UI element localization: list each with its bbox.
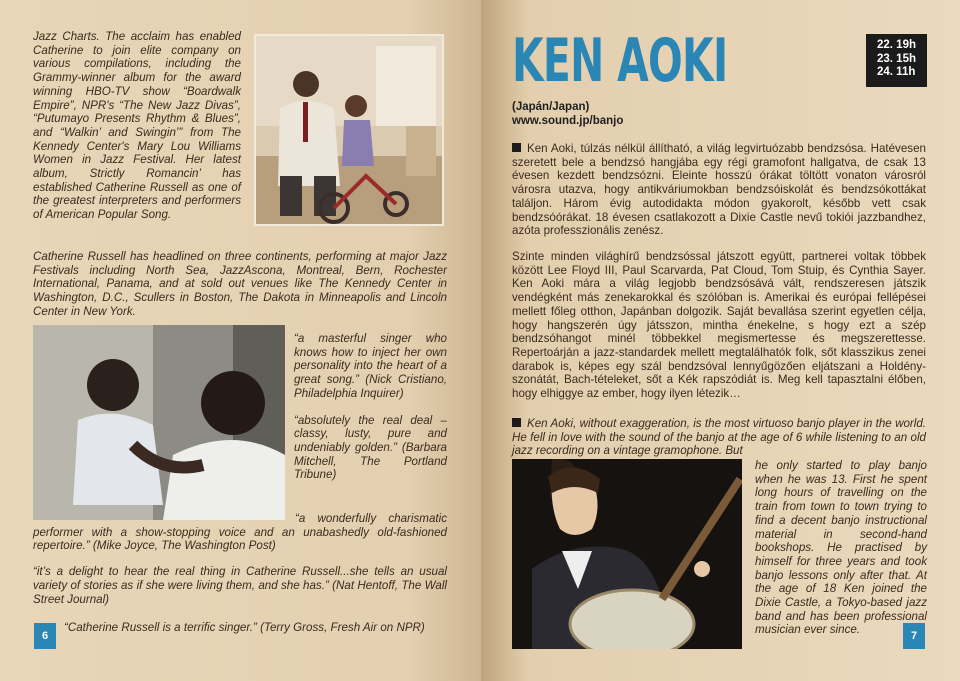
quote-mitchell: “absolutely the real deal – classy, lusty, pure and undeniably golden.” (Barbara Mitchell, The Portland Tribune) bbox=[294, 413, 447, 482]
english-bio-1 bbox=[512, 417, 926, 458]
english-bio-1-text: Ken Aoki, without exaggeration, is the most virtuoso banjo player in the world. He fell in love with the sound of the banjo at the age of 6 while listening to an old jazz recording on a vintage gramophone. But bbox=[512, 417, 926, 458]
press-quotes-column bbox=[294, 332, 447, 495]
intro-paragraph: Jazz Charts. The acclaim has enabled Catherine to join elite company on various compilations, including the Grammy-winner album for the award winning HBO-TV show “Boardwalk Empire”, NPR's “The New Jazz Divas”, “Putumayo Presents Rhythm & Blues”, and “Walkin’ and Swingin’” from The Kennedy Center's Mary Lou Williams Women in Jazz Festival. Her latest album, Strictly Romancin’ has established Catherine Russell as one of the greatest interpreters and performers of American Popular Song. bbox=[33, 30, 241, 222]
performance-time: 23. 15h bbox=[877, 52, 916, 65]
quote-hentoff: “it’s a delight to hear the real thing in Catherine Russell...she tells an usual variety of stories as if she were living them, and she has.” (Nat Hentoff, The Wall Street Journal) bbox=[33, 565, 447, 606]
photo-ken-aoki-with-banjo bbox=[512, 459, 742, 649]
page-number-left: 6 bbox=[34, 623, 56, 649]
vintage-photo-man-with-child-on-tricycle bbox=[254, 34, 444, 226]
artist-origin bbox=[512, 100, 623, 128]
square-bullet-icon bbox=[512, 143, 521, 152]
country-label: (Japán/Japan) bbox=[512, 101, 590, 113]
hungarian-bio-2: Szinte minden világhírű bendzsóssal játszott együtt, partnerei voltak többek között Lee Floyd III, Paul Scarvarda, Pat Cloud, Tom Stuip, és Cynthia Sayer. Ken Aoki mára a világ legjobb bendzsósává vált, rendszeresen játszik vendégként más zenekarokkal és szólóban is. Amerikai és európai fellépései mellett főleg otthon, Japánban dolgozik. Saját bevallása szerint egyetlen célja, hogy hangszerén úgy játsszon, mintha énekelne, s hogy ezt a szép bendzsóhangot minél többekkel megismertesse és megszerettesse. Repertoárján a jazz-standardek mellett megtalálhatók folk, sőt klasszikus zenei darabok is, képes egy szál bendzsóval lennyűgözően eljátszani a Holdény-szonátát, Bach-tételeket, sőt a Kék rapszódiát is. Meg kell tapasztalni élőben, hogy elhiggye az ember, hogy ilyen létezik… bbox=[512, 250, 926, 401]
performance-time: 22. 19h bbox=[877, 39, 916, 51]
press-quotes-wide bbox=[33, 512, 447, 618]
website-link[interactable]: www.sound.jp/banjo bbox=[512, 115, 624, 127]
square-bullet-icon bbox=[512, 418, 521, 427]
headlining-paragraph: Catherine Russell has headlined on three continents, performing at major Jazz Festivals including North Sea, JazzAscona, Montreal, Bern, Rochester International, Panama, and at sold out venues like The Kennedy Center in Washington, D.C., Scullers in Boston, The Dakota in Minneapolis and Lincoln Center in New York. bbox=[33, 250, 447, 318]
hungarian-bio-1-text: Ken Aoki, túlzás nélkül állítható, a világ legvirtuózabb bendzsósa. Hatévesen szeretett bele a bendzsó hangjába egy régi gramofont hallgatva, de csak 13 évesen kezdett bendzsózni. Eleinte hosszú órákat töltött vonaton városról városra utazva, hogy antikváriumokban bendzsóiskolát és bendzsókottákat találjon. Három évig autodidakta módon gyakorolt, később vett csak bendzsóórákat. 18 évesen csatlakozott a Dixie Castle nevű tokiói jazzbandhez, azóta professzionális zenész. bbox=[512, 142, 926, 238]
english-bio-2: he only started to play banjo when he was 13. First he spent long hours of travelling on the train from town to town trying to find a decent banjo instructional material in second-hand bookshops. He practised by himself for three years and took banjo lessons only after that. At the age of 18 Ken joined the Dixie Castle, a Tokyo-based jazz band and has been professional musician ever since. bbox=[755, 459, 927, 637]
artist-title: KEN AOKI bbox=[512, 26, 728, 96]
vintage-photo-man-holding-baby bbox=[33, 325, 285, 520]
quote-cristiano: “a masterful singer who knows how to inject her own personality into the heart of a great song.” (Nick Cristiano, Philadelphia Inquirer) bbox=[294, 332, 447, 400]
performance-times-box bbox=[866, 34, 927, 87]
hungarian-bio-1 bbox=[512, 142, 926, 238]
performance-time: 24. 11h bbox=[877, 66, 916, 78]
page-number-right: 7 bbox=[903, 623, 925, 649]
quote-joyce: “a wonderfully charismatic performer with a show-stopping voice and an unabashedly old-fashioned repertoire.” (Mike Joyce, The Washington Post) bbox=[33, 512, 447, 553]
quote-gross: “Catherine Russell is a terrific singer.” (Terry Gross, Fresh Air on NPR) bbox=[64, 621, 425, 634]
